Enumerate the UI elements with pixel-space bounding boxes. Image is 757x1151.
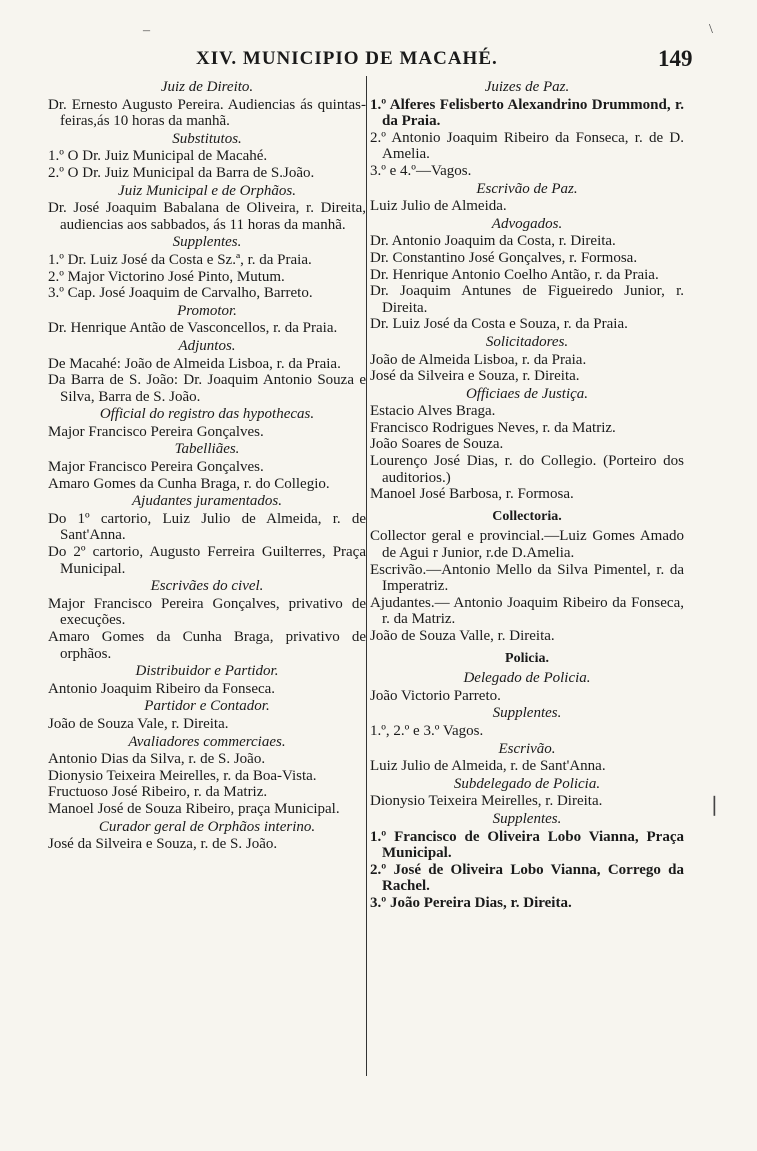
directory-entry: João Soares de Souza. [370,436,504,453]
left-column [48,78,366,853]
directory-entry: Luiz Julio de Almeida, r. de Sant'Anna. [370,758,606,775]
directory-entry: Dr. Antonio Joaquim da Costa, r. Direita. [370,233,616,250]
section-heading: Tabelliães. [174,441,240,458]
directory-entry: José da Silveira e Souza, r. Direita. [370,368,580,385]
directory-entry: Lourenço José Dias, r. do Collegio. (Porteiro dos auditorios.) [370,453,684,486]
directory-entry: Manoel José Barbosa, r. Formosa. [370,486,574,503]
directory-entry: Major Francisco Pereira Gonçalves. [48,459,264,476]
directory-entry: 3.º Cap. José Joaquim de Carvalho, Barreto. [48,285,313,302]
section-heading: Delegado de Policia. [463,670,591,687]
running-title: XIV. MUNICIPIO DE MACAHÉ. [196,48,498,69]
directory-entry: 2.º O Dr. Juiz Municipal da Barra de S.João. [48,164,315,181]
section-heading: Ajudantes juramentados. [132,493,282,510]
directory-entry: Escrivão.—Antonio Mello da Silva Pimentel, r. da Imperatriz. [370,561,684,595]
section-heading: Juiz Municipal e de Orphãos. [118,182,296,199]
directory-entry: Da Barra de S. João: Dr. Joaquim Antonio Souza e Silva, Barra de S. João. [48,372,366,405]
directory-entry: Estacio Alves Braga. [370,403,496,420]
section-heading: Substitutos. [172,130,242,147]
directory-entry: Dionysio Teixeira Meirelles, r. da Boa-Vista. [48,767,317,784]
directory-entry: 1.º O Dr. Juiz Municipal de Macahé. [48,148,268,165]
section-heading: Subdelegado de Policia. [453,775,601,792]
section-heading: Escrivão. [498,740,556,757]
directory-entry: Dr. Henrique Antão de Vasconcellos, r. da Praia. [48,320,338,337]
section-heading: Curador geral de Orphãos interino. [98,818,316,835]
directory-entry: Major Francisco Pereira Gonçalves. [48,423,264,440]
directory-entry: João de Souza Vale, r. Direita. [48,715,229,732]
directory-entry: Antonio Joaquim Ribeiro da Fonseca. [48,680,276,697]
section-heading: Escrivão de Paz. [476,180,578,197]
section-heading: Juizes de Paz. [484,79,570,95]
directory-entry: Francisco Rodrigues Neves, r. da Matriz. [370,419,616,436]
section-heading: Escrivães do civel. [150,578,264,595]
page-number: 149 [658,46,693,71]
directory-entry: Dr. Joaquim Antunes de Figueiredo Junior, r. Direita. [370,283,684,316]
section-title: Collectoria. [492,508,562,524]
directory-entry: 1.º, 2.º e 3.º Vagos. [370,722,484,739]
directory-entry: Dionysio Teixeira Meirelles, r. Direita. [370,793,603,810]
directory-entry: José da Silveira e Souza, r. de S. João. [48,836,278,853]
section-heading: Avaliadores commerciaes. [128,733,286,750]
right-column [370,78,684,912]
directory-entry: 3.º e 4.º—Vagos. [370,162,472,179]
directory-entry: Collector geral e provincial.—Luiz Gomes Amado de Agui r Junior, r.de D.Amelia. [370,528,684,562]
section-heading: Partidor e Contador. [144,698,270,715]
directory-entry: 2.º Major Victorino José Pinto, Mutum. [48,268,285,285]
directory-entry: Dr. Constantino José Gonçalves, r. Formosa. [370,249,638,266]
section-heading: Distribuidor e Partidor. [135,663,279,680]
directory-entry: Manoel José de Souza Ribeiro, praça Municipal. [48,800,340,817]
directory-entry: João Victorio Parreto. [370,687,501,704]
print-speck: ❘ [706,794,723,816]
section-heading: Officiaes de Justiça. [465,385,589,402]
section-heading: Supplentes. [492,705,562,722]
page-header [0,46,757,76]
directory-entry: Dr. José Joaquim Babalana de Oliveira, r. Direita, audiencias aos sabbados, ás 11 horas da manhã. [48,200,366,233]
directory-entry: Fructuoso José Ribeiro, r. da Matriz. [48,784,268,801]
section-heading: Advogados. [491,215,563,232]
section-heading: Promotor. [177,302,237,319]
directory-entry: Dr. Luiz José da Costa e Souza, r. da Praia. [370,316,628,333]
section-heading: Solicitadores. [485,333,569,350]
print-speck: ¯ [143,30,150,45]
directory-entry: Ajudantes.— Antonio Joaquim Ribeiro da Fonseca, r. da Matriz. [370,594,684,628]
directory-entry: 2.º Antonio Joaquim Ribeiro da Fonseca, r. de D. Amelia. [370,129,684,163]
section-heading: Adjuntos. [178,337,236,354]
directory-entry: Amaro Gomes da Cunha Braga, privativo de orphãos. [48,629,366,662]
directory-entry: 2.º José de Oliveira Lobo Vianna, Corrego da Rachel. [370,861,684,895]
directory-entry: 1.º Dr. Luiz José da Costa e Sz.ª, r. da Praia. [48,251,312,268]
directory-entry: Do 2º cartorio, Augusto Ferreira Guilterres, Praça Municipal. [48,544,366,577]
section-heading: Official do registro das hypothecas. [99,406,315,423]
section-heading: Supplentes. [172,234,242,251]
directory-entry: 1.º Francisco de Oliveira Lobo Vianna, Praça Municipal. [370,828,684,862]
directory-entry: Amaro Gomes da Cunha Braga, r. do Collegio. [48,475,330,492]
directory-entry: João de Almeida Lisboa, r. da Praia. [370,351,587,368]
column-divider [366,76,367,1076]
directory-entry: Dr. Henrique Antonio Coelho Antão, r. da Praia. [370,266,659,283]
section-title: Policia. [505,650,549,666]
print-speck: \ [709,22,713,37]
directory-entry: 1.º Alferes Felisberto Alexandrino Drummond, r. da Praia. [370,96,684,130]
directory-entry: De Macahé: João de Almeida Lisboa, r. da Praia. [48,355,341,372]
directory-entry: Luiz Julio de Almeida. [370,198,507,215]
section-heading: Supplentes. [492,810,562,827]
directory-entry: Dr. Ernesto Augusto Pereira. Audiencias ás quintas-feiras,ás 10 horas da manhã. [48,96,366,130]
directory-entry: Major Francisco Pereira Gonçalves, privativo de execuções. [48,595,366,629]
directory-entry: Do 1º cartorio, Luiz Julio de Almeida, r. de Sant'Anna. [48,510,366,544]
section-heading: Juiz de Direito. [160,79,254,95]
directory-entry: João de Souza Valle, r. Direita. [370,628,555,644]
directory-entry: 3.º João Pereira Dias, r. Direita. [370,894,572,911]
directory-entry: Antonio Dias da Silva, r. de S. João. [48,751,266,768]
